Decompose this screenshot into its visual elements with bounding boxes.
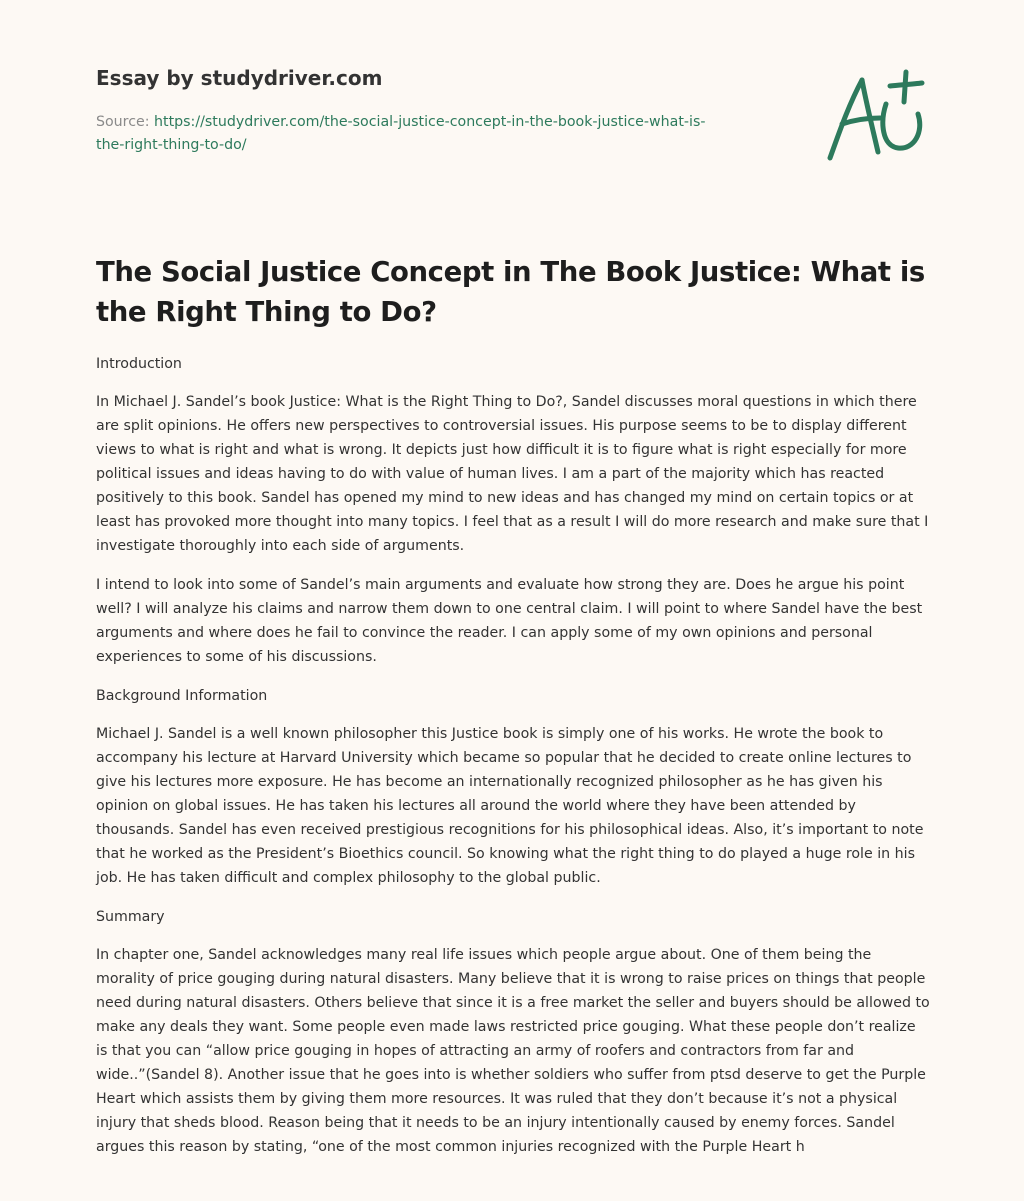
section-introduction	[96, 352, 930, 669]
source-url-line2: the-right-thing-to-do/	[96, 137, 247, 153]
a-plus-logo-icon	[820, 66, 930, 166]
source-label: Source:	[96, 114, 150, 130]
section-heading: Background Information	[96, 688, 268, 704]
paragraph: I intend to look into some of Sandel’s main arguments and evaluate how strong they are. Does he argue his point well? I will analyze his claims and narrow them down to one central claim. I will point to where Sandel have the best arguments and where does he fail to convince the reader. I can apply some of my own opinions and personal experiences to some of his discussions.	[96, 577, 923, 665]
source-url-line1: https://studydriver.com/the-social-justice-concept-in-the-book-justice-what-is-	[154, 114, 706, 130]
section-background-information	[96, 684, 930, 890]
source-line	[96, 111, 756, 157]
article-title: The Social Justice Concept in The Book Justice: What is the Right Thing to Do?	[96, 256, 925, 328]
page-header	[96, 62, 756, 157]
section-summary	[96, 905, 930, 1159]
paragraph: Michael J. Sandel is a well known philosopher this Justice book is simply one of his works. He wrote the book to accompany his lecture at Harvard University which became so popular that he decided to create online lectures to give his lectures more exposure. He has become an internationally recognized philosopher as he has given his opinion on global issues. He has taken his lectures all around the world where they have been attended by thousands. Sandel has even received prestigious recognitions for his philosophical ideas. Also, it’s important to note that he worked as the President’s Bioethics council. So knowing what the right thing to do played a huge role in his job. He has taken difficult and complex philosophy to the global public.	[96, 726, 924, 886]
site-title: Essay by studydriver.com	[96, 66, 383, 90]
paragraph: In chapter one, Sandel acknowledges many real life issues which people argue about. One of them being the morality of price gouging during natural disasters. Many believe that it is wrong to raise prices on things that people need during natural disasters. Others believe that since it is a free market the seller and buyers should be allowed to make any deals they want. Some people even made laws restricted price gouging. What these people don’t realize is that you can “allow price gouging in hopes of attracting an army of roofers and contractors from far and wide..”(Sandel 8). Another issue that he goes into is whether soldiers who suffer from ptsd deserve to get the Purple Heart which assists them by giving them more resources. It was ruled that they don’t because it’s not a physical injury that sheds blood. Reason being that it needs to be an injury intentionally caused by enemy forces. Sandel argues this reason by stating, “one of the most common injuries recognized with the Purple Heart h	[96, 947, 930, 1155]
article	[96, 252, 930, 1174]
source-link[interactable]	[96, 114, 705, 153]
paragraph: In Michael J. Sandel’s book Justice: What is the Right Thing to Do?, Sandel discusses moral questions in which there are split opinions. He offers new perspectives to controversial issues. His purpose seems to be to display different views to what is right and what is wrong. It depicts just how difficult it is to figure what is right especially for more political issues and ideas having to do with value of human lives. I am a part of the majority which has reacted positively to this book. Sandel has opened my mind to new ideas and has changed my mind on certain topics or at least has provoked more thought into many topics. I feel that as a result I will do more research and make sure that I investigate thoroughly into each side of arguments.	[96, 394, 929, 554]
section-heading: Summary	[96, 909, 165, 925]
section-heading: Introduction	[96, 356, 182, 372]
